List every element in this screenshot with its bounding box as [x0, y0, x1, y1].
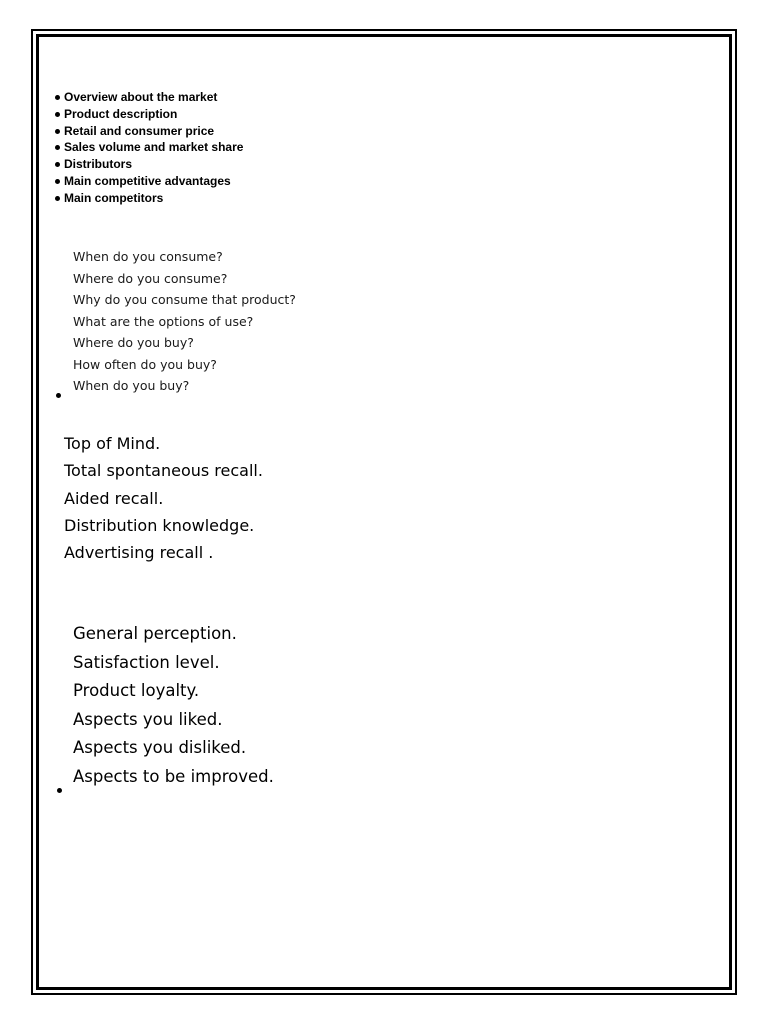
bullet-icon: [55, 129, 60, 134]
list-item: When do you buy?: [73, 378, 190, 393]
list-item: Overview about the market: [54, 89, 243, 106]
consumption-questions-list: [73, 246, 296, 397]
list-item: When do you consume?: [73, 249, 223, 264]
bullet-icon: [55, 179, 60, 184]
bullet-icon: [57, 788, 62, 793]
recall-list: [64, 430, 263, 566]
list-item: Retail and consumer price: [54, 123, 243, 140]
list-item: What are the options of use?: [73, 313, 254, 329]
list-item: Where do you buy?: [73, 335, 194, 350]
perception-list: [73, 620, 274, 792]
list-item: Main competitors: [54, 190, 243, 207]
list-item: General perception.: [73, 624, 237, 643]
bullet-icon: [55, 95, 60, 100]
market-topics-list: [54, 89, 243, 207]
list-item: Advertising recall .: [64, 543, 214, 563]
bullet-icon: [55, 112, 60, 117]
list-item: Product description: [54, 106, 243, 123]
list-item: Distributors: [54, 156, 243, 173]
bullet-icon: [55, 196, 60, 201]
list-item: Aspects you disliked.: [73, 738, 247, 758]
list-item: Total spontaneous recall.: [64, 461, 263, 481]
bullet-icon: [55, 145, 60, 150]
list-item: Top of Mind.: [64, 434, 161, 453]
list-item: Product loyalty.: [73, 681, 200, 701]
list-item: Distribution knowledge.: [64, 515, 255, 535]
list-item: Sales volume and market share: [54, 139, 243, 156]
bullet-icon: [56, 393, 61, 398]
list-item: Why do you consume that product?: [73, 292, 296, 307]
list-item: Aspects you liked.: [73, 709, 223, 729]
list-item: Aspects to be improved.: [73, 766, 274, 786]
bullet-icon: [55, 162, 60, 167]
list-item: Where do you consume?: [73, 270, 228, 286]
list-item: Main competitive advantages: [54, 173, 243, 190]
list-item: Aided recall.: [64, 488, 164, 508]
list-item: How often do you buy?: [73, 356, 217, 372]
list-item: Satisfaction level.: [73, 652, 220, 672]
